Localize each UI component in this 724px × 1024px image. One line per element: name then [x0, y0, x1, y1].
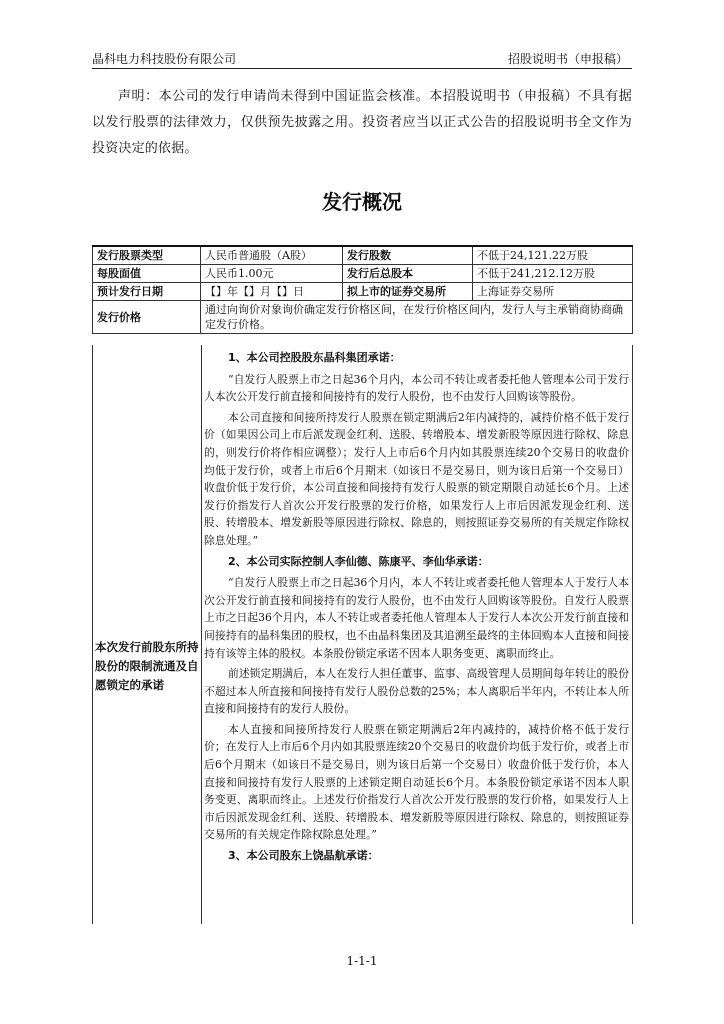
lockup-commitment-label-cell — [92, 345, 202, 924]
table-label: 发行股数 — [343, 246, 473, 265]
table-value: 不低于241,212.12万股 — [473, 265, 633, 283]
price-value: 通过向询价对象询价确定发行价格区间，在发行价格区间内，发行人与主承销商协商确定发行价格。 — [201, 301, 633, 334]
commitment-heading: 1、本公司控股股东晶科集团承诺： — [228, 351, 401, 364]
commitment-paragraph: 前述锁定期满后，本人在发行人担任董事、监事、高级管理人员期间每年转让的股份不超过本人所直接和间接持有发行人股份总数的25%；本人离职后半年内，不转让本人所直接和间接持有的发行人股份。 — [204, 667, 629, 716]
table-label: 拟上市的证券交易所 — [343, 283, 473, 301]
commitment-paragraph: “自发行人股票上市之日起36个月内，本公司不转让或者委托他人管理本公司于发行人本次公开发行前直接和间接持有的发行人股份，也不由发行人回购该等股份。 — [204, 372, 629, 404]
commitment-heading: 3、本公司股东上饶晶航承诺： — [228, 849, 379, 863]
lockup-commitment-label: 本次发行前股东所持股份的限制流通及自愿锁定的承诺 — [95, 640, 199, 692]
offering-summary-table — [92, 245, 633, 334]
table-label: 预计发行日期 — [93, 283, 201, 301]
table-value: 【】年【】月【】日 — [201, 283, 343, 301]
page-number: 1-1-1 — [346, 954, 378, 968]
commitment-heading: 2、本公司实际控制人李仙德、陈康平、李仙华承诺： — [228, 554, 489, 568]
table-value: 人民币普通股（A股） — [201, 246, 343, 265]
table-value: 上海证券交易所 — [473, 283, 633, 301]
commitment-paragraph: 本人直接和间接所持发行人股票在锁定期满后2年内减持的，减持价格不低于发行价；在发行人上市后6个月内如其股票连续20个交易日的收盘价均低于发行价，或者上市后6个月期末（如该日不是交易日，则为该日后第一个交易日）收盘价低于发行价，本人直接和间接持有发行人股票的上述锁定期自动延长6个月。本条股份锁定承诺不因本人职务变更、离职而终止。上述发行价指发行人首次公开发行股票的发行价格，如果发行人上市后因派发现金红利、送股、转增股本、增发新股等原因进行除权、除息的，则按照证券交易所的有关规定作除权除息处理。” — [204, 722, 629, 842]
table-value: 不低于24,121.22万股 — [473, 246, 633, 265]
table-row — [93, 246, 633, 265]
table-row — [93, 265, 633, 283]
page-header — [92, 50, 632, 69]
table-label: 发行股票类型 — [93, 246, 201, 265]
price-label: 发行价格 — [93, 301, 201, 334]
header-doc-type: 招股说明书（申报稿） — [507, 52, 628, 66]
table-label: 每股面值 — [93, 265, 201, 283]
header-company: 晶科电力科技股份有限公司 — [92, 52, 237, 66]
disclaimer-statement: 声明：本公司的发行申请尚未得到中国证监会核准。本招股说明书（申报稿）不具有据以发行股票的法律效力，仅供预先披露之用。投资者应当以正式公告的招股说明书全文作为投资决定的依据。 — [92, 89, 632, 156]
lockup-commitment-body — [201, 345, 633, 924]
table-value: 人民币1.00元 — [201, 265, 343, 283]
page-title: 发行概况 — [322, 190, 402, 214]
commitment-paragraph: 本公司直接和间接所持发行人股票在锁定期满后2年内减持的，减持价格不低于发行价（如果因公司上市后派发现金红利、送股、转增股本、增发新股等原因进行除权、除息的，则发行价将作相应调整）；发行人上市后6个月内如其股票连续20个交易日的收盘价均低于发行价，或者上市后6个月期末（如该日不是交易日，则为该日后第一个交易日）收盘价低于发行价，本公司直接和间接持有发行人股票的锁定期限自动延长6个月。上述发行价指发行人首次公开发行股票的发行价格，如果发行人上市后因派发现金红利、送股、转增股本、增发新股等原因进行除权、除息的，则按照证券交易所的有关规定作除权除息处理。” — [204, 410, 629, 547]
table-label: 发行后总股本 — [343, 265, 473, 283]
table-row — [93, 301, 633, 334]
table-row — [93, 283, 633, 301]
commitment-paragraph: “自发行人股票上市之日起36个月内，本人不转让或者委托他人管理本人于发行人本次公开发行前直接和间接持有的发行人股份，也不由发行人回购该等股份。自发行人股票上市之日起36个月内，本人不转让或者委托他人管理本人于发行人本次公开发行前直接和间接持有的晶科集团的股权，也不由晶科集团及其追溯至最终的主体回购本人直接和间接持有该等主体的股权。本条股份锁定承诺不因本人职务变更、离职而终止。 — [204, 576, 629, 660]
